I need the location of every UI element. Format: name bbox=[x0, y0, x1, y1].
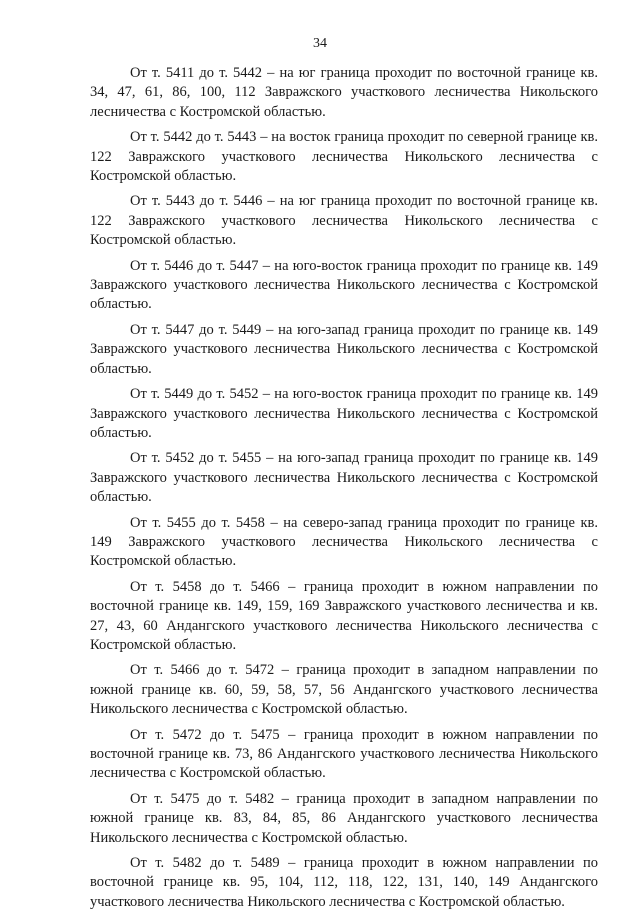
paragraph: От т. 5411 до т. 5442 – на юг граница проходит по восточной границе кв. 34, 47, 61, 86, 100, 112 Завражского участкового лесничества Никольского лесничества с Костромской областью. bbox=[90, 65, 598, 120]
paragraph: От т. 5455 до т. 5458 – на северо-запад граница проходит по границе кв. 149 Завражского участкового лесничества Никольского лесничества с Костромской областью. bbox=[90, 514, 598, 570]
page-number: 34 bbox=[313, 36, 327, 51]
paragraph: От т. 5466 до т. 5472 – граница проходит в западном направлении по южной границе кв. 60, 59, 58, 57, 56 Андангского участкового лесничества Никольского лесничества с Костромской областью. bbox=[90, 662, 598, 718]
paragraph: От т. 5472 до т. 5475 – граница проходит в южном направлении по восточной границе кв. 73, 86 Андангского участкового лесничества Никольского лесничества с Костромской областью. bbox=[90, 726, 598, 782]
paragraph: От т. 5446 до т. 5447 – на юго-восток граница проходит по границе кв. 149 Завражского участкового лесничества Никольского лесничества с Костромской областью. bbox=[90, 257, 598, 313]
document-body bbox=[90, 64, 598, 918]
paragraph: От т. 5452 до т. 5455 – на юго-запад граница проходит по границе кв. 149 Завражского участкового лесничества Никольского лесничества с Костромской областью. bbox=[90, 450, 598, 506]
paragraph: От т. 5449 до т. 5452 – на юго-восток граница проходит по границе кв. 149 Завражского участкового лесничества Никольского лесничества с Костромской областью. bbox=[90, 386, 598, 441]
paragraph: От т. 5475 до т. 5482 – граница проходит в западном направлении по южной границе кв. 83, 84, 85, 86 Андангского участкового лесничества Никольского лесничества с Костромской областью. bbox=[90, 790, 598, 846]
paragraph: От т. 5442 до т. 5443 – на восток граница проходит по северной границе кв. 122 Завражского участкового лесничества Никольского лесничества с Костромской областью. bbox=[90, 129, 598, 185]
paragraph: От т. 5443 до т. 5446 – на юг граница проходит по восточной границе кв. 122 Завражского участкового лесничества Никольского лесничества с Костромской областью. bbox=[90, 193, 598, 249]
paragraph: От т. 5447 до т. 5449 – на юго-запад граница проходит по границе кв. 149 Завражского участкового лесничества Никольского лесничества с Костромской областью. bbox=[90, 321, 598, 377]
paragraph: От т. 5482 до т. 5489 – граница проходит в южном направлении по восточной границе кв. 95, 104, 112, 118, 122, 131, 140, 149 Андангского участкового лесничества Никольского лесничества с Костромской областью. bbox=[90, 855, 598, 910]
paragraph: От т. 5458 до т. 5466 – граница проходит в южном направлении по восточной границе кв. 149, 159, 169 Завражского участкового лесничества и кв. 27, 43, 60 Андангского участкового лесничества Никольского лесничества с Костромской областью. bbox=[90, 578, 598, 653]
